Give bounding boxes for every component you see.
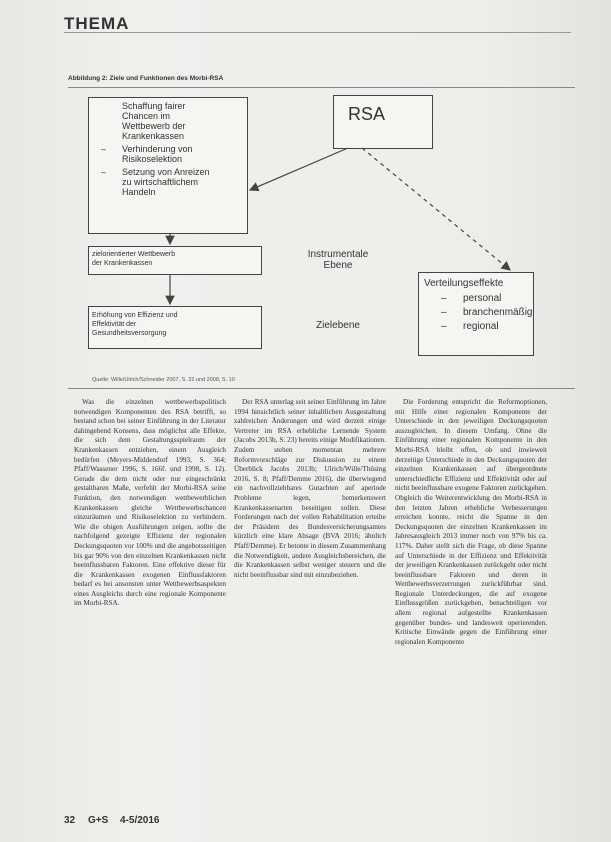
paragraph: Der RSA unterlag seit seiner Einführung im Jahre 1994 hinsichtlich seiner inhaltlichen Ausgestaltung zahlreichen Änderungen und wird derzeit einige Vertreter im RSA erhebliche Lernende System (Jacobs 2013b, S. 23) bereits einige Modifikationen. Zudem stehen momentan mehrere Reformvorschläge zur Diskussion zu einem Überblick Jacobs 2013b; Ulrich/Wille/Thüsing 2016, S. 8; Pfaff/Demme 2016), die überwiegend ein nachvollziehbares Gutachten auf aperiode Probleme legen, bemerkenswert Krankenkassenarten beseitigen sollen. Diese Forderungen nach der vollen Rehabilitation erteilte der Präsident des Bundesversicherungsamtes kürzlich eine klare Absage (BVA 2016; ähnlich Pfaff/Demme). Er betonte in diesem Zusammenhang die Notwendigkeit, andere Ausgleichsbereichen, die die Krankenkassen selbst weniger steuern und die nicht beeinflussbar sind mit einzubeziehen.	[234, 398, 386, 579]
figure-source: Quelle: Wille/Ulrich/Schneider 2007, S. 32 und 2008, S. 10	[92, 377, 235, 383]
arrow-rsa-to-distribution	[362, 148, 510, 270]
instrumental-level-label: Instrumentale Ebene	[307, 249, 369, 271]
journal-name: G+S	[88, 815, 109, 826]
paragraph: Die Forderung entspricht die Reformoptionen, mit Hilfe einer regionalen Komponente der Unterschiede in den jeweiligen Deckungsquoten auszugleichen. In diesem Umfang. Ohne die Einführung einer regionalen Komponente in den Morbi-RSA bleibt offen, ob und inwieweit derzeitige Unterschiede in den Deckungsquoten der einzelnen Krankenkassen auf übergeordnete unterschiedliche Effizienz und Effektivität oder auf nicht beeinflussbare exogene Faktoren zurückgehen. Obgleich die Weiterentwicklung des Morbi-RSA in den letzten Jahren erhebliche Verbesserungen erreichen konnte, reicht die Spanne in den Deckungsquoten der einzelnen Krankenkassen im Jahresausgleich 2013 immer noch von 97% bis ca. 117%. Daher stellt sich die Frage, ob diese Spanne auf Unterschiede in der Effizienz und Effektivität der jeweiligen Krankenkassen zurückgeht oder nicht beeinflussbare Faktoren und deren in Wettbewerbsverzerrungen zurückführbar sind. Regionale Unterdeckungen, die auf exogene Einflussgrößen zurückgehen, benachteiligen vor allem regional aufgestellte Krankenkassen gegenüber bundes- und landesweit operierenden. Kritische Einwände gegen die Einführung einer regionalen Komponente	[395, 398, 547, 646]
efficiency-text: Erhöhung von Effizienz und Effektivität der Gesundheitsversorgung	[92, 312, 178, 337]
page-number: 32	[64, 815, 76, 826]
goal-line: Krankenkassen	[122, 131, 185, 141]
distribution-item: regional	[463, 321, 499, 332]
bullet-dash: –	[441, 307, 447, 318]
goal-line: Setzung von Anreizen	[122, 167, 210, 177]
target-level-label: Zielebene	[316, 320, 360, 331]
text-column-1	[74, 398, 226, 804]
arrow-rsa-to-goals	[250, 148, 348, 190]
competition-text: zielorientierter Wettbewerb der Krankenkassen	[92, 251, 176, 267]
rsa-label: RSA	[348, 104, 386, 124]
journal-issue: 4-5/2016	[120, 815, 160, 826]
paragraph: Was die einzelnen wettbewerbspolitisch notwendigen Komponenten des RSA betrifft, so bestand schon bei seiner Einführung in der Literatur dahingehend Konsens, dass möglichst alle Effekte, die sich dem Gestaltungsspielraum der Krankenkassen entziehen, einem Ausgleich bedürfen (Meyers-Middendorf 1993, S. 364; Pfaff/Wassener 1996, S. 166f. und 1998, S. 12). Gerade die dem nicht oder nur eingeschränkt gestaltbaren Maße, verfehlt der Morbi-RSA seine Funktion, den notwendigen wettbewerblichen Krankenkassen gleiche Wettbewerbschancen einzuräumen und Risikoselektion zu verhindern. Wie die obigen Ausführungen zeigen, sollte die nachfolgend gezeigte Effizienz der regionalen Deckungsquoten vor 100% und die angebotsseitigen bis gar 90% von den einzelnen Krankenkassen nicht beeinflussbaren Faktoren. Eine effektive dieser für die Krankenkassen exogenen Einflussfaktoren bedarf es bei ansonsten unter Wettbewerbsaspekten eines Ausgleichs durch eine regionale Komponente im Morbi-RSA.	[74, 398, 226, 608]
section-title: THEMA	[64, 14, 130, 33]
text-column-3	[395, 398, 547, 804]
bullet-dash: –	[441, 321, 447, 332]
bullet-dash: –	[101, 167, 107, 177]
goal-line: Handeln	[122, 187, 156, 197]
goal-line: Schaffung fairer	[122, 101, 186, 111]
distribution-title: Verteilungseffekte	[424, 278, 504, 289]
distribution-item: branchenmäßig	[463, 307, 533, 318]
bullet-dash: –	[101, 144, 107, 154]
text-column-2	[234, 398, 386, 804]
goal-line: zu wirtschaftlichem	[122, 177, 199, 187]
goal-line: Wettbewerb der	[122, 121, 186, 131]
figure-caption: Abbildung 2: Ziele und Funktionen des Morbi-RSA	[68, 75, 224, 82]
distribution-item: personal	[463, 293, 502, 304]
bullet-dash: –	[441, 293, 447, 304]
goal-line: Risikoselektion	[122, 154, 183, 164]
goal-line: Chancen im	[122, 111, 171, 121]
figure-bottom-rule	[68, 388, 575, 389]
goal-line: Verhinderung von	[122, 144, 193, 154]
